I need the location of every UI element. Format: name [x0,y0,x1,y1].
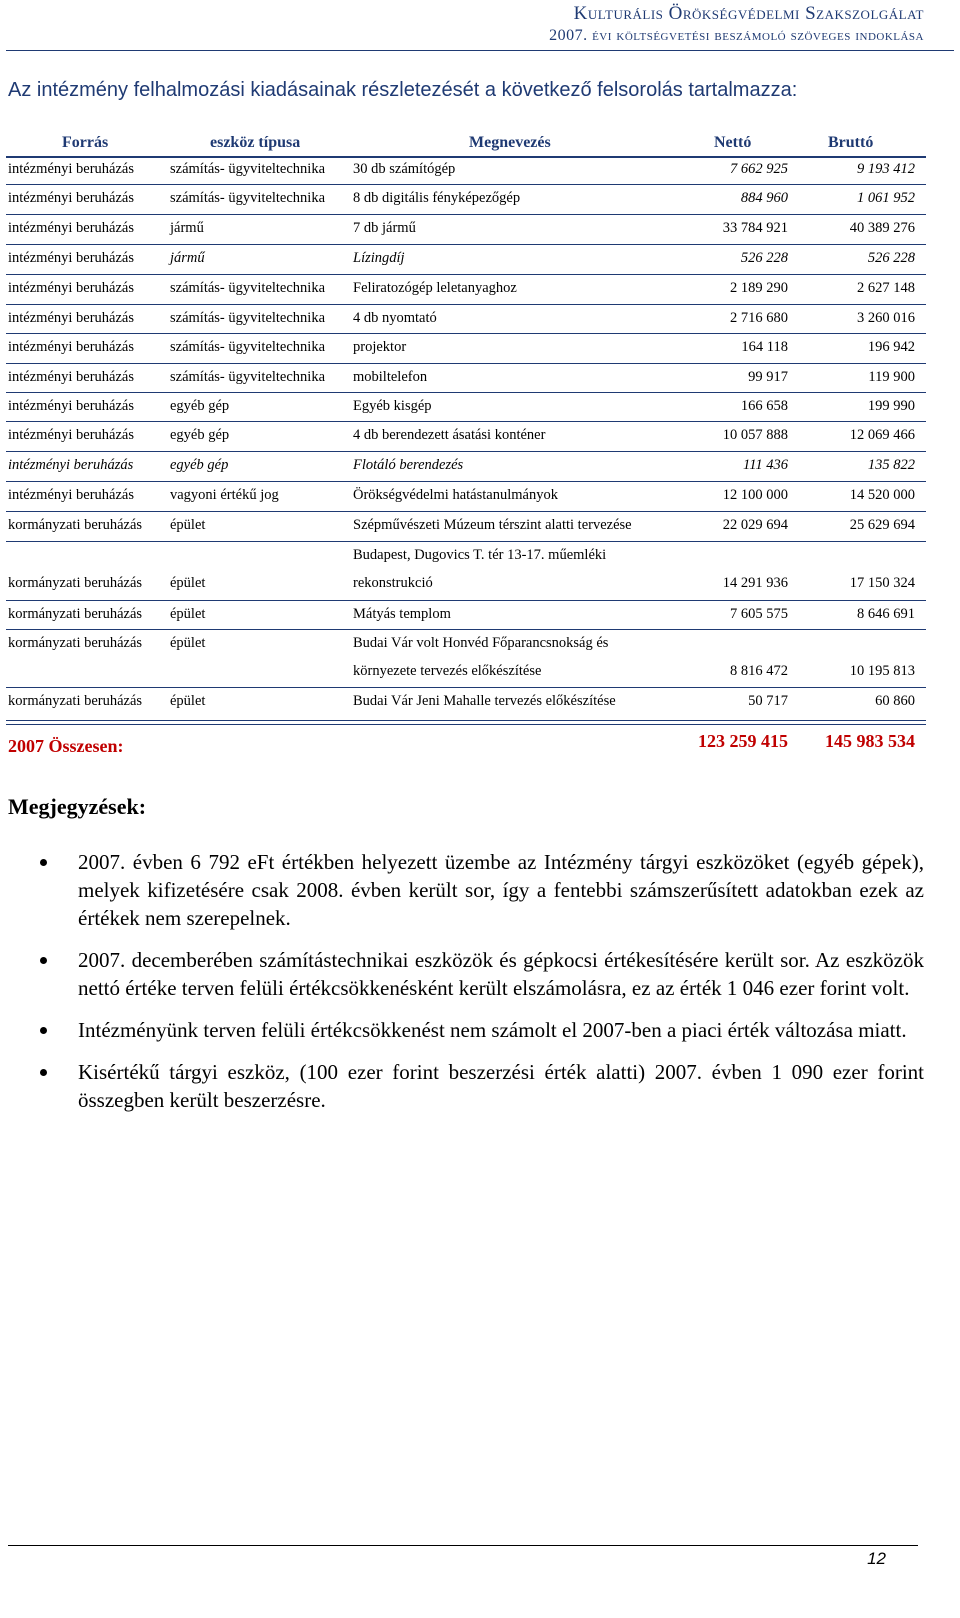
total-divider [6,720,926,725]
row-divider [6,274,926,275]
cell-name-continued: környezete tervezés előkészítése [353,663,542,679]
cell-name: 4 db berendezett ásatási konténer [353,427,546,443]
cell-gross: 196 942 [867,339,915,355]
cell-gross: 40 389 276 [849,220,915,236]
cell-name: Egyéb kisgép [353,398,432,414]
row-divider [6,363,926,364]
cell-type: épület [170,606,206,622]
cell-name: Mátyás templom [353,606,451,622]
cell-gross: 12 069 466 [849,427,915,443]
cell-source: intézményi beruházás [8,339,135,355]
cell-source: intézményi beruházás [8,427,135,443]
cell-type: jármű [170,220,204,236]
column-header-source: Forrás [62,134,109,151]
cell-name-continued: rekonstrukció [353,575,433,591]
cell-net: 22 029 694 [722,517,788,533]
intro-text: Az intézmény felhalmozási kiadásainak részletezését a következő felsorolás tartalmazza: [8,79,798,101]
cell-gross: 1 061 952 [857,190,915,206]
row-divider [6,392,926,393]
cell-type: számítás- ügyviteltechnika [170,280,326,296]
notes-list [40,848,924,1128]
document-header [549,2,924,46]
column-header-name: Megnevezés [469,134,551,151]
cell-gross: 8 646 691 [857,606,915,622]
row-divider [6,451,926,452]
page-number: 12 [867,1549,886,1568]
cell-name: 30 db számítógép [353,161,456,177]
row-divider [6,184,926,185]
cell-source: intézményi beruházás [8,457,134,473]
row-divider [6,304,926,305]
cell-gross: 60 860 [875,693,915,709]
cell-name: 7 db jármű [353,220,416,236]
cell-source: intézményi beruházás [8,398,135,414]
cell-gross: 9 193 412 [857,161,915,177]
header-divider [6,50,954,51]
cell-gross: 199 990 [867,398,915,414]
cell-source: intézményi beruházás [8,190,135,206]
cell-net: 12 100 000 [722,487,788,503]
cell-source: intézményi beruházás [8,161,135,177]
cell-source: intézményi beruházás [8,250,135,266]
note-item [40,1058,924,1114]
note-text: Intézményünk terven felüli értékcsökkenést nem számolt el 2007-ben a piaci érték változása miatt. [78,1018,907,1042]
row-divider [6,481,926,482]
row-divider [6,244,926,245]
note-item [40,848,924,932]
cell-type: épület [170,635,206,651]
cell-name: Budai Vár volt Honvéd Főparancsnokság és [353,635,609,651]
cell-gross: 14 520 000 [849,487,915,503]
note-text: 2007. decemberében számítástechnikai eszközök és gépkocsi értékesítésére került sor. Az eszközök nettó értéke terven felüli értékcsökkenésként került elszámolásra, ez az érték 1 046 ezer forint volt. [78,948,924,1000]
cell-net: 2 716 680 [730,310,788,326]
cell-name: 4 db nyomtató [353,310,437,326]
notes-title: Megjegyzések: [8,794,147,819]
cell-net: 7 605 575 [730,606,788,622]
cell-net: 111 436 [743,457,788,473]
bullet-icon [40,957,47,964]
cell-net: 99 917 [748,369,788,385]
column-header-gross: Bruttó [828,134,874,151]
cell-net: 10 057 888 [722,427,788,443]
cell-source: kormányzati beruházás [8,693,143,709]
cell-name: Örökségvédelmi hatástanulmányok [353,487,558,503]
cell-source: intézményi beruházás [8,369,135,385]
header-report-title: 2007. évi költségvetési beszámoló szöveges indoklása [549,27,924,44]
cell-net: 164 118 [741,339,788,355]
cell-type: számítás- ügyviteltechnika [170,190,326,206]
cell-name: Flotáló berendezés [353,457,464,473]
bullet-icon [40,1027,47,1034]
cell-gross: 526 228 [867,250,915,266]
cell-type: egyéb gép [170,457,229,473]
footer-divider [8,1545,918,1546]
cell-gross: 135 822 [867,457,915,473]
row-divider [6,600,926,601]
cell-gross: 2 627 148 [857,280,915,296]
cell-source: kormányzati beruházás [8,606,143,622]
cell-type: jármű [170,250,205,266]
cell-net: 7 662 925 [730,161,788,177]
bullet-icon [40,859,47,866]
note-item [40,1016,924,1044]
total-gross: 145 983 534 [825,731,915,751]
cell-type: épület [170,693,206,709]
cell-net: 526 228 [740,250,788,266]
cell-source: intézményi beruházás [8,487,135,503]
cell-gross: 3 260 016 [857,310,915,326]
cell-source: intézményi beruházás [8,310,135,326]
cell-type: épület [170,517,206,533]
cell-type: számítás- ügyviteltechnika [170,339,326,355]
cell-gross: 119 900 [868,369,915,385]
cell-name: Lízingdíj [353,250,405,266]
cell-net: 33 784 921 [722,220,788,236]
cell-name: projektor [353,339,407,355]
row-divider [6,629,926,630]
header-organization: Kulturális Örökségvédelmi Szakszolgálat [573,3,924,24]
cell-net: 2 189 290 [730,280,788,296]
cell-net: 8 816 472 [730,663,788,679]
total-net: 123 259 415 [698,731,788,751]
cell-net: 884 960 [740,190,788,206]
bullet-icon [40,1069,47,1076]
cell-source: intézményi beruházás [8,280,135,296]
row-divider [6,421,926,422]
row-divider [6,541,926,542]
cell-name: Szépművészeti Múzeum térszint alatti tervezése [353,517,632,533]
note-text: 2007. évben 6 792 eFt értékben helyezett üzembe az Intézmény tárgyi eszközöket (egyéb gépek), melyek kifizetésére csak 2008. évben került sor, így a fentebbi számszerűsített adatokban ezek az értékek nem szerepelnek. [78,850,924,930]
row-divider [6,214,926,215]
cell-net: 166 658 [740,398,788,414]
cell-type: egyéb gép [170,427,230,443]
total-label: 2007 Összesen: [8,736,124,756]
cell-source: kormányzati beruházás [8,575,143,591]
row-divider [6,511,926,512]
cell-source: kormányzati beruházás [8,517,143,533]
note-item [40,946,924,1002]
cell-net: 50 717 [748,693,788,709]
cell-net: 14 291 936 [722,575,788,591]
cell-type: egyéb gép [170,398,230,414]
table-header-divider [6,156,926,158]
cell-type: számítás- ügyviteltechnika [170,369,326,385]
cell-name: Budai Vár Jeni Mahalle tervezés előkészítése [353,693,616,709]
row-divider [6,333,926,334]
cell-type: számítás- ügyviteltechnika [170,310,326,326]
cell-type: vagyoni értékű jog [170,487,279,503]
cell-gross: 25 629 694 [849,517,915,533]
cell-source: kormányzati beruházás [8,635,143,651]
column-header-type: eszköz típusa [210,134,301,151]
cell-type: épület [170,575,206,591]
cell-name: mobiltelefon [353,369,428,385]
row-divider [6,687,926,688]
cell-gross: 10 195 813 [849,663,915,679]
note-text: Kisértékű tárgyi eszköz, (100 ezer forint beszerzési érték alatti) 2007. évben 1 090 ezer forint összegben került beszerzésre. [78,1060,924,1112]
cell-gross: 17 150 324 [849,575,915,591]
cell-type: számítás- ügyviteltechnika [170,161,326,177]
column-header-net: Nettó [714,134,752,151]
cell-source: intézményi beruházás [8,220,135,236]
cell-name: 8 db digitális fényképezőgép [353,190,521,206]
cell-name: Feliratozógép leletanyaghoz [353,280,517,296]
cell-name: Budapest, Dugovics T. tér 13-17. műemléki [353,547,607,563]
